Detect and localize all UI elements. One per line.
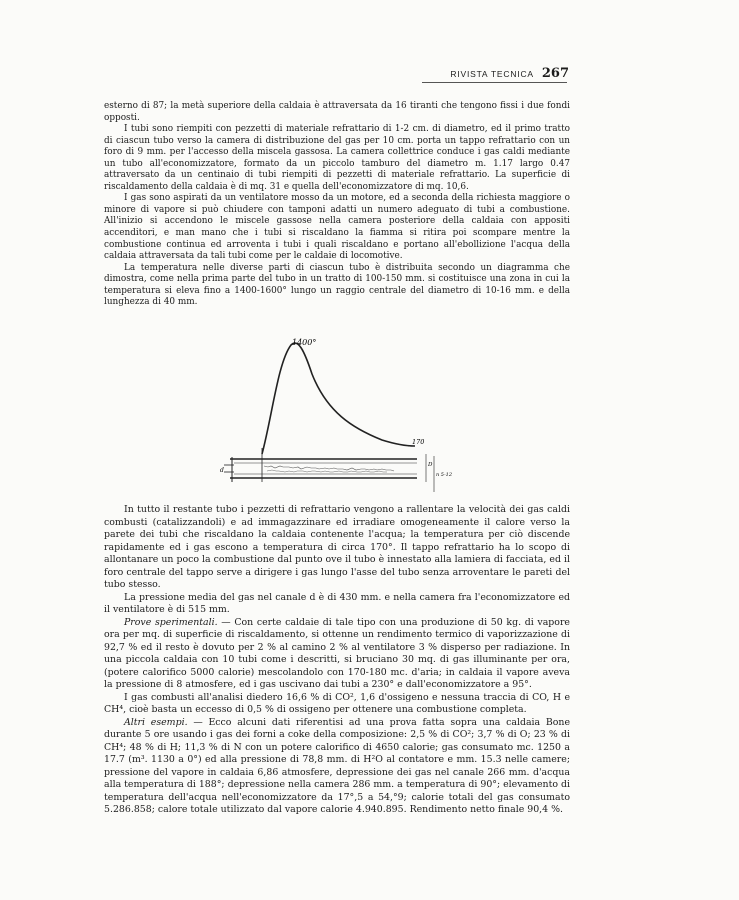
tube-label-size: n 5-12 [436,472,452,478]
section-title-prove: Prove sperimentali. [124,616,218,628]
journal-title: RIVISTA TECNICA [450,69,534,79]
temperature-curve [262,343,415,454]
paragraph-5: In tutto il restante tubo i pezzetti di refrattario vengono a rallentare la velocità dei gas caldi combusti (catalizzandoli) e ad immagazzinare ed irradiare omogeneamente il calore verso la parete dei tubi che riscaldano la caldaia contenente l'acqua; la temperatura per ciò discende rapidamente ed i gas escono a temperatura di circa 170°. Il tappo refrattario ha lo scopo di allontanare un poco la combustione dal punto ove il tubo è innestato alla lamiera di facciata, ed il foro centrale del tappo serve a dirigere i gas lungo l'asse del tubo senza arroventare le pareti del tubo stesso. [104,504,570,590]
paragraph-1: esterno di 87; la metà superiore della caldaia è attraversata da 16 tiranti che tengono fissi i due fondi opposti. [104,101,570,123]
paragraph-7: Prove sperimentali. — Con certe caldaie di tale tipo con una produzione di 50 kg. di vapore ora per mq. di superficie di riscaldamento, si ottenne un rendimento termico di vaporizzazione di 92,7 % ed il resto è dovuto per 2 % al camino 2 % al ventilatore 3 % disperso per radiazione. In una piccola caldaia con 10 tubi come i descritti, si bruciano 30 mq. di gas illuminante per ora, (potere calorifico 5000 calorie) mescolandolo con 170-180 mc. d'aria; in caldaia il vapore aveva la pressione di 8 atmosfere, ed i gas uscivano dai tubi a 230° e dall'economizzatore a 95°. [104,616,570,690]
page-number: 267 [541,66,569,81]
paragraph-3: I gas sono aspirati da un ventilatore mosso da un motore, ed a seconda della richiesta maggiore o minore di vapore si può chiudere con tamponi adatti un numero adeguato di tubi a combustione. All'inizio si accendono le miscele gassose nella camera posteriore della caldaia con appositi accenditori, e man mano che i tubi si riscaldano la fiamma si ritira poi scompare mentre la combustione continua ed arroventa i tubi i quali riscaldano e portano all'ebollizione l'acqua della caldaia attraversata da tali tubi come per le caldaie di locomotive. [104,193,570,262]
header-rule [422,82,567,83]
top-text-block [104,101,570,309]
tube-label-D: D [428,462,433,468]
paragraph-4: La temperatura nelle diverse parti di ciascun tubo è distribuita secondo un diagramma che dimostra, come nella prima parte del tubo in un tratto di 100-150 mm. si costituisce una zona in cui la temperatura si eleva fino a 1400-1600° lungo un raggio centrale del diametro di 10-16 mm. e della lunghezza di 40 mm. [104,262,570,308]
running-header [450,66,569,81]
paragraph-9: Altri esempi. — Ecco alcuni dati riferentisi ad una prova fatta sopra una caldaia Bone durante 5 ore usando i gas dei forni a coke della composizione: 2,5 % di CO²; 3,7 % di O; 23 % di CH⁴; 48 % di H; 11,3 % di N con un potere calorifico di 4650 calorie; gas consumato mc. 1250 a 17.7 (m³. 1130 a 0°) ed alla pressione di 78,8 mm. di H²O al contatore e mm. 15.3 nelle camere; pressione del vapore in caldaia 6,86 atmosfere, depressione dei gas nel canale 266 mm. d'acqua alla temperatura di 188°; depressione nella camera 286 mm. a temperatura di 90°; elevamento di temperatura dell'acqua nell'economizzatore da 17°,5 a 54,°9; calorie totali del gas consumato 5.286.858; calore totale utilizzato dal vapore calorie 4.940.895. Rendimento netto finale 90,4 %. [104,716,570,815]
peak-temperature-label: 1400° [292,338,317,347]
paragraph-8: I gas combusti all'analisi diedero 16,6 % di CO², 1,6 d'ossigeno e nessuna traccia di CO, H e CH⁴, cioè basta un eccesso di 0,5 % di ossigeno per ottenere una combustione completa. [104,691,570,715]
bottom-text-block [104,504,570,817]
paragraph-6: La pressione media del gas nel canale d è di 430 mm. e nella camera fra l'economizzatore ed il ventilatore è di 515 mm. [104,591,570,615]
refractory-filling [264,466,394,471]
temperature-diagram [212,332,452,506]
exit-temperature-label: 170 [412,438,425,446]
section-title-altri: Altri esempi. [124,716,188,728]
tube-label-d: d [220,467,224,474]
paragraph-2: I tubi sono riempiti con pezzetti di materiale refrattario di 1-2 cm. di diametro, ed il primo tratto di ciascun tubo verso la camera di distribuzione del gas per 10 cm. porta un tappo refrattario con un foro di 9 mm. per l'accesso della miscela gassosa. La camera collettrice conduce i gas caldi mediante un tubo all'economizzatore, formato da un piccolo tamburo del diametro m. 1.17 largo 0.47 attraversato da un centinaio di tubi riempiti di pezzetti di materiale refrattario. La superficie di riscaldamento della caldaia è di mq. 31 e quella dell'economizzatore di mq. 10,6. [104,124,570,192]
